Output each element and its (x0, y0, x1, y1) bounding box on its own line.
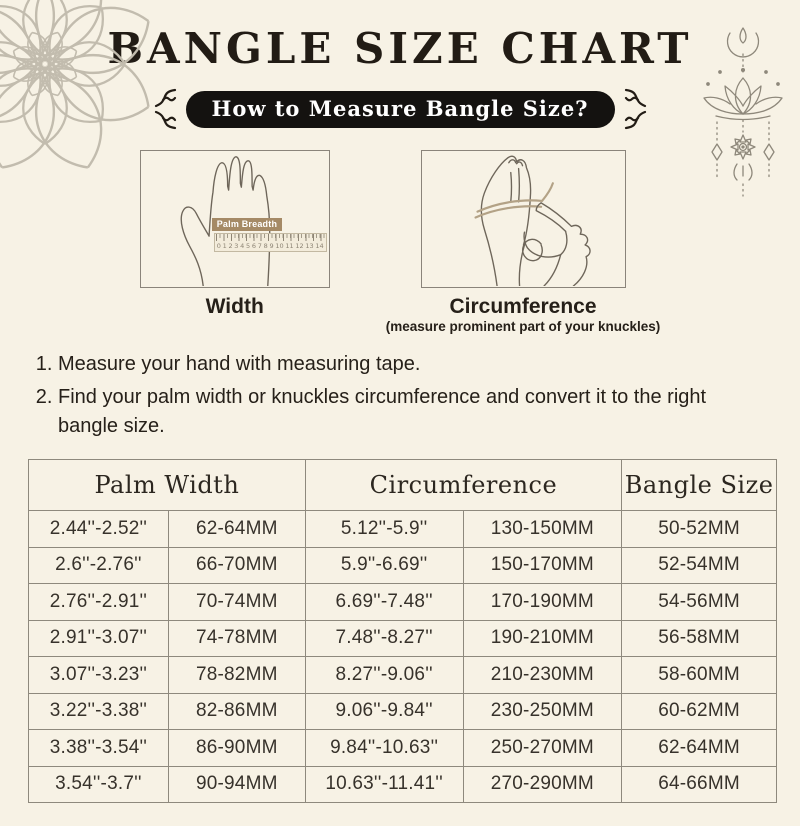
table-row (29, 766, 777, 803)
table-body (29, 511, 777, 803)
ruler-number: 13 (305, 242, 314, 250)
table-cell: 60-62MM (622, 693, 777, 730)
table-cell: 74-78MM (168, 620, 305, 657)
how-to-measure-pill: How to Measure Bangle Size? (186, 91, 615, 128)
ruler-tape (214, 233, 327, 252)
ruler-number: 2 (228, 242, 233, 250)
ruler-number: 5 (246, 242, 251, 250)
circumference-note: (measure prominent part of your knuckles) (385, 319, 661, 334)
hand-measuring-icon (422, 151, 624, 286)
table-cell: 62-64MM (168, 511, 305, 548)
instruction-step-1: 1. Measure your hand with measuring tape. (58, 350, 718, 379)
circumference-caption: Circumference (449, 295, 597, 318)
table-cell: 2.76''-2.91'' (29, 584, 169, 621)
table-cell: 190-210MM (463, 620, 622, 657)
table-cell: 10.63''-11.41'' (305, 766, 463, 803)
table-cell: 270-290MM (463, 766, 622, 803)
table-cell: 130-150MM (463, 511, 622, 548)
table-row (29, 730, 777, 767)
table-cell: 62-64MM (622, 730, 777, 767)
flourish-right-icon (624, 88, 650, 130)
table-cell: 6.69''-7.48'' (305, 584, 463, 621)
instructions-list (32, 350, 800, 441)
table-cell: 230-250MM (463, 693, 622, 730)
ruler-number: 6 (251, 242, 257, 250)
table-cell: 9.84''-10.63'' (305, 730, 463, 767)
page-title: BANGLE SIZE CHART (107, 24, 693, 73)
table-cell: 78-82MM (168, 657, 305, 694)
table-cell: 2.6''-2.76'' (29, 547, 169, 584)
ruler-number: 9 (269, 242, 274, 250)
table-cell: 58-60MM (622, 657, 777, 694)
table-cell: 50-52MM (622, 511, 777, 548)
ruler-number: 12 (295, 242, 304, 250)
table-cell: 3.22''-3.38'' (29, 693, 169, 730)
table-cell: 54-56MM (622, 584, 777, 621)
ruler-number: 1 (222, 242, 227, 250)
table-cell: 250-270MM (463, 730, 622, 767)
table-cell: 2.44''-2.52'' (29, 511, 169, 548)
table-row (29, 620, 777, 657)
table-cell: 52-54MM (622, 547, 777, 584)
circumference-illustration-column (386, 150, 661, 334)
table-cell: 64-66MM (622, 766, 777, 803)
measurement-illustrations (0, 150, 800, 334)
table-cell: 5.9''-6.69'' (305, 547, 463, 584)
width-illustration (140, 150, 330, 288)
table-row (29, 511, 777, 548)
ruler-number: 10 (275, 242, 284, 250)
header-circumference: Circumference (305, 460, 621, 511)
table-cell: 3.07''-3.23'' (29, 657, 169, 694)
table-cell: 82-86MM (168, 693, 305, 730)
table-cell: 7.48''-8.27'' (305, 620, 463, 657)
table-row (29, 547, 777, 584)
header-bangle-size: Bangle Size (622, 460, 777, 511)
table-cell: 3.38''-3.54'' (29, 730, 169, 767)
table-cell: 56-58MM (622, 620, 777, 657)
table-cell: 5.12''-5.9'' (305, 511, 463, 548)
instruction-step-2: 2. Find your palm width or knuckles circumference and convert it to the right bangle size. (58, 383, 718, 441)
flourish-left-icon (151, 88, 177, 130)
table-header-row (29, 460, 777, 511)
width-illustration-column (140, 150, 330, 334)
ruler-number: 3 (234, 242, 239, 250)
table-cell: 150-170MM (463, 547, 622, 584)
table-cell: 2.91''-3.07'' (29, 620, 169, 657)
subtitle-row (0, 88, 800, 130)
ruler-number: 0 (216, 242, 221, 250)
table-cell: 170-190MM (463, 584, 622, 621)
table-cell: 70-74MM (168, 584, 305, 621)
circumference-illustration (421, 150, 626, 288)
table-row (29, 584, 777, 621)
ruler-number: 8 (263, 242, 268, 250)
table-cell: 8.27''-9.06'' (305, 657, 463, 694)
table-cell: 3.54''-3.7'' (29, 766, 169, 803)
palm-breadth-tag: Palm Breadth (212, 218, 282, 231)
table-row (29, 693, 777, 730)
table-cell: 90-94MM (168, 766, 305, 803)
ruler-numbers (217, 243, 324, 250)
width-caption: Width (205, 295, 264, 318)
ruler-ticks-big (216, 234, 325, 241)
table-cell: 86-90MM (168, 730, 305, 767)
header-palm-width: Palm Width (29, 460, 306, 511)
table-cell: 66-70MM (168, 547, 305, 584)
table-row (29, 657, 777, 694)
ruler-number: 11 (285, 242, 294, 250)
ruler-number: 7 (257, 242, 262, 250)
bangle-size-table (28, 459, 777, 803)
table-cell: 9.06''-9.84'' (305, 693, 463, 730)
ruler-number: 4 (240, 242, 245, 250)
table-cell: 210-230MM (463, 657, 622, 694)
ruler-number: 14 (315, 242, 324, 250)
